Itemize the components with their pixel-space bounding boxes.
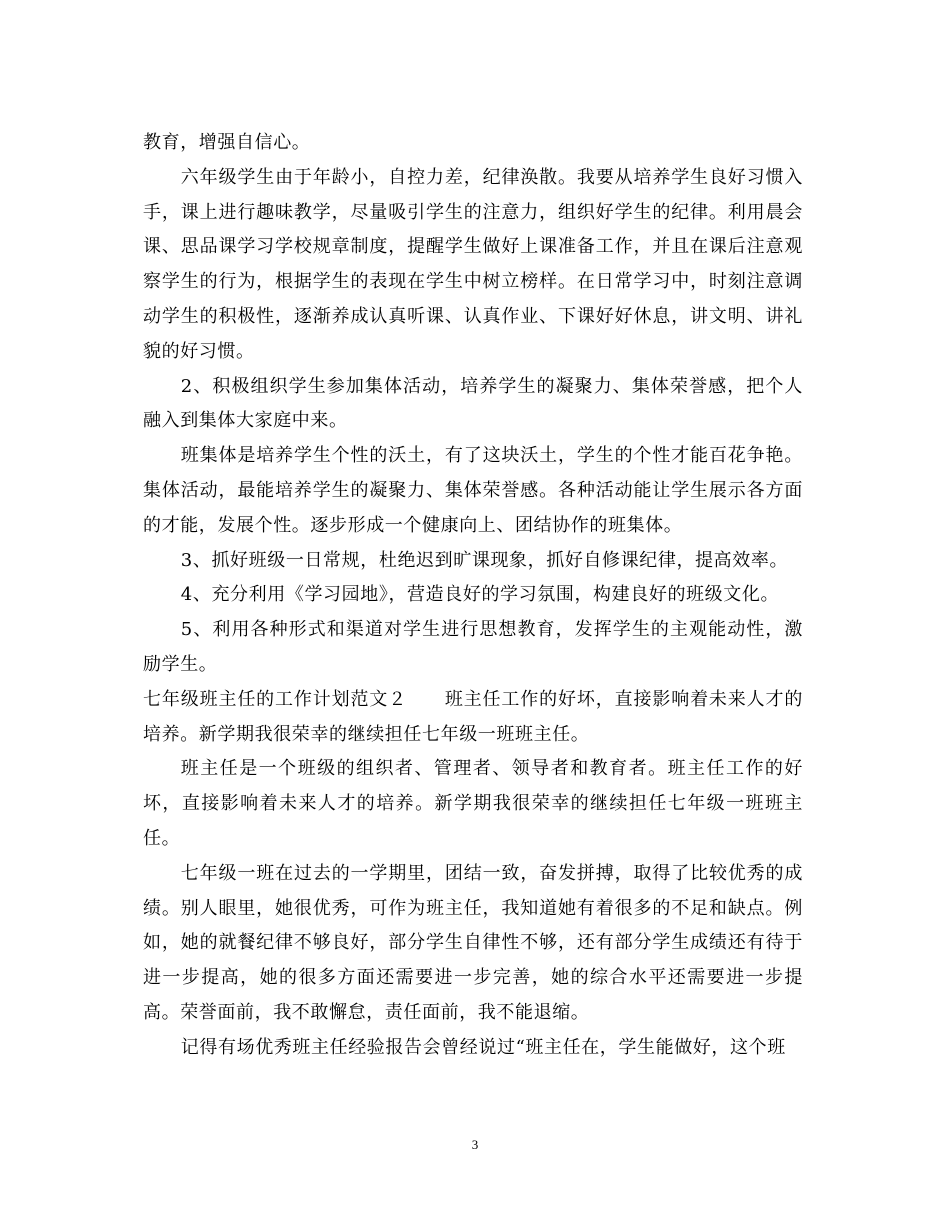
paragraph-section-heading: 七年级班主任的工作计划范文２ 班主任工作的好坏，直接影响着未来人才的培养。新学期我很荣幸的继续担任七年级一班班主任。 xyxy=(143,688,803,745)
page-number: 3 xyxy=(471,1137,479,1152)
paragraph-item-2: 2、积极组织学生参加集体活动，培养学生的凝聚力、集体荣誉感，把个人融入到集体大家庭中来。 xyxy=(143,375,803,432)
paragraph-role: 班主任是一个班级的组织者、管理者、领导者和教育者。班主任工作的好坏，直接影响着未来人才的培养。新学期我很荣幸的继续担任七年级一班班主任。 xyxy=(143,758,803,849)
paragraph-habits: 六年级学生由于年龄小，自控力差，纪律涣散。我要从培养学生良好习惯入手，课上进行趣味教学，尽量吸引学生的注意力，组织好学生的纪律。利用晨会课、思品课学习学校规章制度，提醒学生做好上课准备工作，并且在课后注意观察学生的行为，根据学生的表现在学生中树立榜样。在日常学习中，时刻注意调动学生的积极性，逐渐养成认真听课、认真作业、下课好好休息，讲文明、讲礼貌的好习惯。 xyxy=(143,166,803,362)
paragraph-item-4: 4、充分利用《学习园地》，营造良好的学习氛围，构建良好的班级文化。 xyxy=(180,584,780,606)
paragraph-continuation: 教育，增强自信心。 xyxy=(143,132,311,153)
paragraph-item-5: 5、利用各种形式和渠道对学生进行思想教育，发挥学生的主观能动性，激励学生。 xyxy=(143,619,803,675)
paragraph-quote: 记得有场优秀班主任经验报告会曾经说过“班主任在，学生能做好，这个班 xyxy=(180,1036,786,1058)
body-text xyxy=(143,126,803,1066)
paragraph-class-review: 七年级一班在过去的一学期里，团结一致，奋发拼搏，取得了比较优秀的成绩。别人眼里，她很优秀，可作为班主任，我知道她有着很多的不足和缺点。例如，她的就餐纪律不够良好，部分学生自律性不够，还有部分学生成绩还有待于进一步提高，她的很多方面还需要进一步完善，她的综合水平还需要进一步提高。荣誉面前，我不敢懈怠，责任面前，我不能退缩。 xyxy=(143,862,803,1023)
paragraph-item-3: 3、抓好班级一日常规，杜绝迟到旷课现象，抓好自修课纪律，提高效率。 xyxy=(180,549,789,571)
paragraph-collective: 班集体是培养学生个性的沃土，有了这块沃土，学生的个性才能百花争艳。集体活动，最能培养学生的凝聚力、集体荣誉感。各种活动能让学生展示各方面的才能，发展个性。逐步形成一个健康向上、团结协作的班集体。 xyxy=(143,445,803,536)
